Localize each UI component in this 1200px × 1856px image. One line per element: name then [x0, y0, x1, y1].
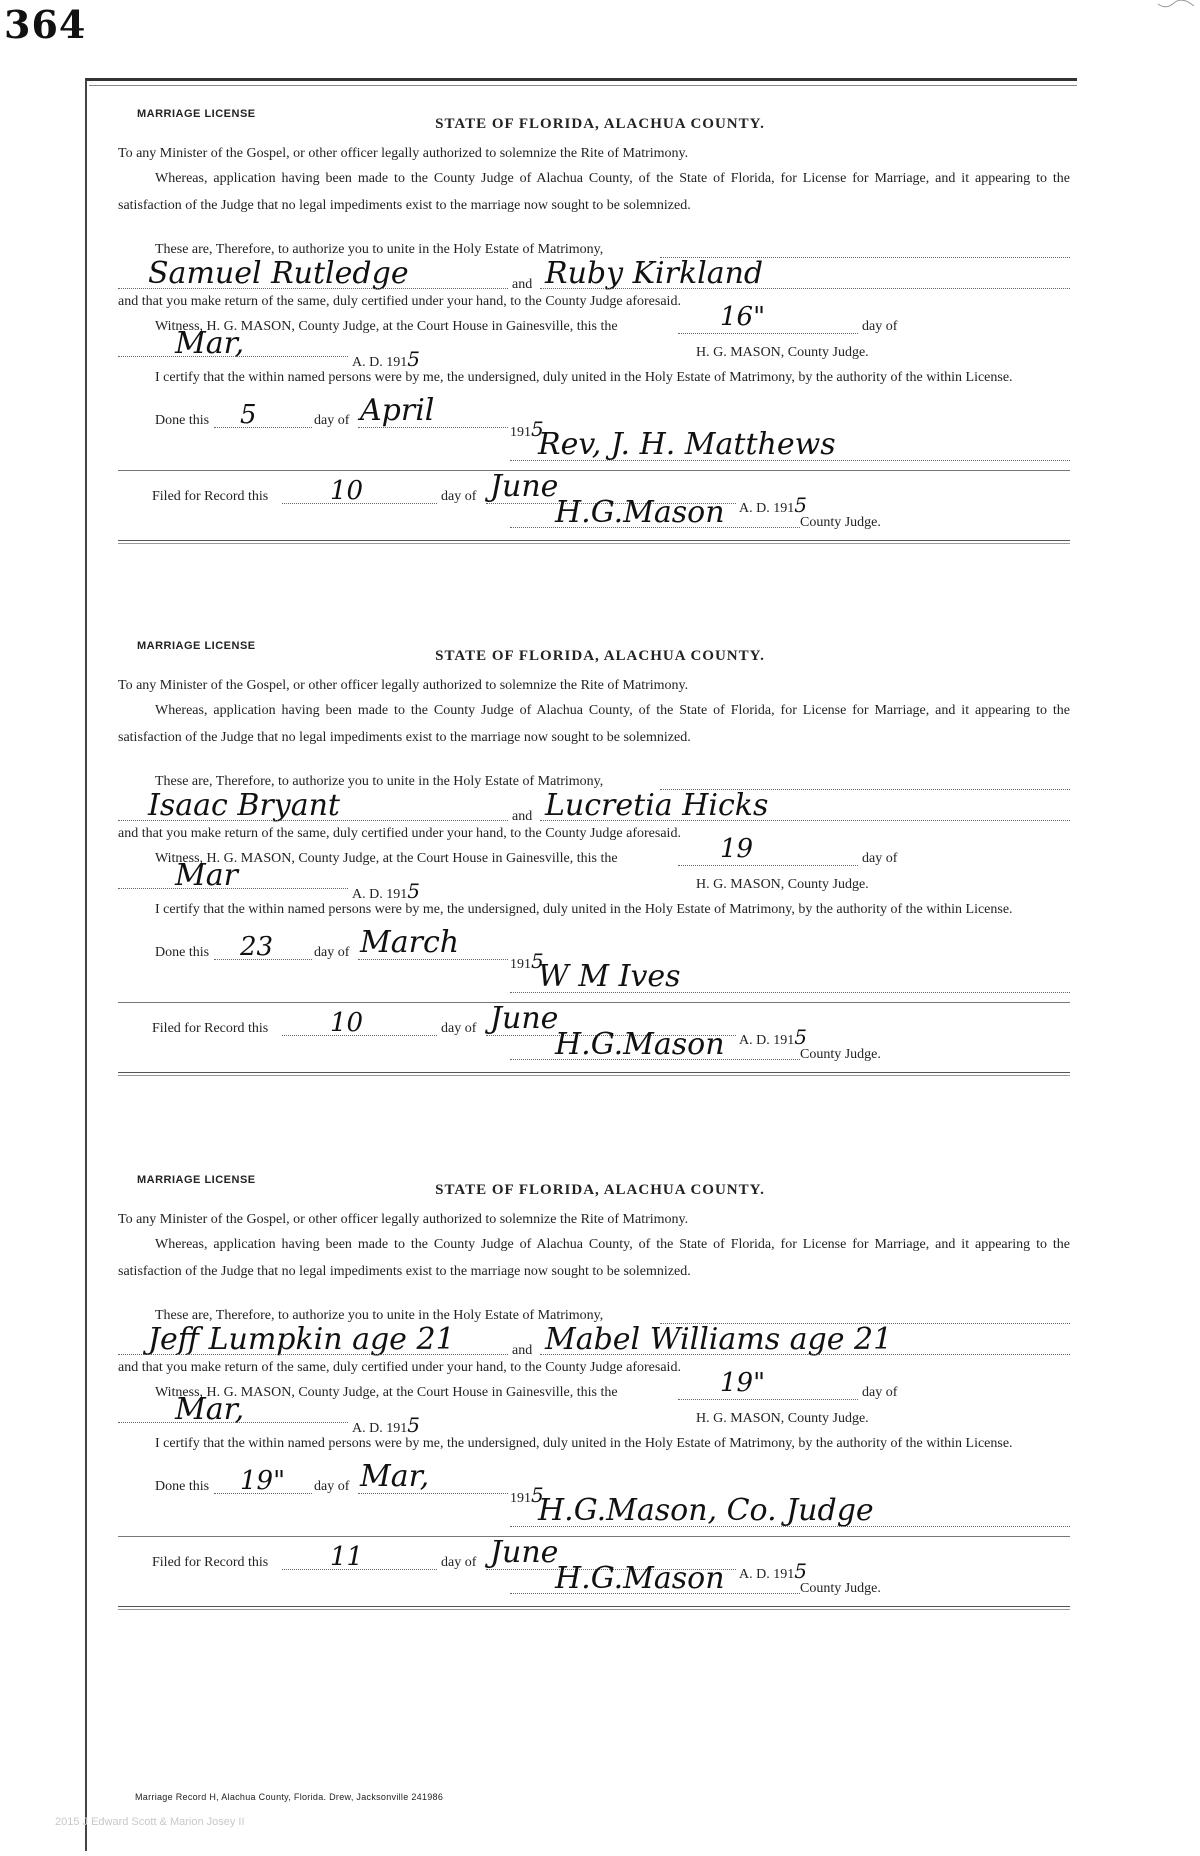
witness-month: Mar	[175, 858, 238, 893]
blank-line	[540, 288, 1070, 289]
authorize-text: These are, Therefore, to authorize you to unite in the Holy Estate of Matrimony,	[155, 1308, 604, 1323]
filed-ad-text	[739, 1020, 807, 1054]
ad-year: 5	[407, 879, 420, 903]
filed-month: June	[490, 1535, 559, 1570]
whereas-text: Whereas, application having been made to the County Judge of Alachua County, of the State of Florida, for License for Marriage, and it appearing to the satisfaction of the Judge that no legal impediments exist to the marriage now sought to be solemnized.	[118, 1237, 1070, 1279]
done-month: March	[360, 925, 460, 960]
filed-ad-text	[739, 488, 807, 522]
filed-text: Filed for Record this	[152, 1555, 269, 1570]
ad-label: A. D. 191	[352, 355, 408, 370]
blank-line	[678, 865, 858, 866]
section-divider	[118, 1606, 1070, 1607]
officiant-signature: Rev, J. H. Matthews	[538, 427, 836, 462]
license-title: STATE OF FLORIDA, ALACHUA COUNTY.	[435, 648, 765, 664]
done-day-of-text: day of	[314, 945, 350, 960]
filed-day-of-text: day of	[441, 1555, 477, 1570]
filed-signature: H.G.Mason	[555, 1027, 725, 1062]
return-text: and that you make return of the same, duly certified under your hand, to the County Judge aforesaid.	[118, 294, 681, 309]
day-of-text: day of	[862, 851, 898, 866]
filed-signature: H.G.Mason	[555, 495, 725, 530]
day-of-text: day of	[862, 319, 898, 334]
done-day: 23	[240, 932, 274, 962]
blank-line	[510, 527, 800, 528]
done-year-prefix: 191	[510, 425, 531, 440]
filed-signature: H.G.Mason	[555, 1561, 725, 1596]
blank-line	[510, 1059, 800, 1060]
authorize-text: These are, Therefore, to authorize you to unite in the Holy Estate of Matrimony,	[155, 774, 604, 789]
filed-day: 11	[330, 1542, 364, 1572]
county-judge-text: County Judge.	[800, 1581, 881, 1596]
witness-day: 16"	[720, 302, 766, 332]
officiant-signature: H.G.Mason, Co. Judge	[538, 1493, 874, 1528]
filed-day: 10	[330, 476, 364, 506]
done-month: April	[360, 393, 435, 428]
filed-ad-label: A. D. 191	[739, 1033, 795, 1048]
return-text: and that you make return of the same, duly certified under your hand, to the County Judge aforesaid.	[118, 1360, 681, 1375]
filed-ad-text	[739, 1554, 807, 1588]
judge-text: H. G. MASON, County Judge.	[696, 877, 869, 892]
whereas-text: Whereas, application having been made to the County Judge of Alachua County, of the State of Florida, for License for Marriage, and it appearing to the satisfaction of the Judge that no legal impediments exist to the marriage now sought to be solemnized.	[118, 703, 1070, 745]
done-year-prefix: 191	[510, 957, 531, 972]
certify-text: I certify that the within named persons were by me, the undersigned, duly united in the Holy Estate of Matrimony, by the authority of the within License.	[155, 370, 1013, 385]
judge-text: H. G. MASON, County Judge.	[696, 1411, 869, 1426]
done-year: 5	[531, 1483, 544, 1507]
groom-name: Isaac Bryant	[148, 788, 340, 823]
return-text: and that you make return of the same, duly certified under your hand, to the County Judge aforesaid.	[118, 826, 681, 841]
witness-month: Mar,	[175, 1392, 245, 1427]
and-text: and	[512, 277, 533, 292]
authorize-text: These are, Therefore, to authorize you to unite in the Holy Estate of Matrimony,	[155, 242, 604, 257]
bride-name: Lucretia Hicks	[545, 788, 769, 823]
done-day-of-text: day of	[314, 413, 350, 428]
day-of-text: day of	[862, 1385, 898, 1400]
whereas-text: Whereas, application having been made to the County Judge of Alachua County, of the State of Florida, for License for Marriage, and it appearing to the satisfaction of the Judge that no legal impediments exist to the marriage now sought to be solemnized.	[118, 171, 1070, 213]
blank-line	[118, 820, 508, 821]
filed-year: 5	[794, 1559, 807, 1583]
done-year: 5	[531, 949, 544, 973]
intro-text: To any Minister of the Gospel, or other officer legally authorized to solemnize the Rite of Matrimony.	[118, 146, 689, 161]
done-day: 5	[240, 400, 257, 430]
filed-ad-label: A. D. 191	[739, 1567, 795, 1582]
blank-line	[540, 1354, 1070, 1355]
blank-line	[510, 992, 1070, 993]
blank-line	[510, 460, 1070, 461]
divider	[118, 470, 1070, 471]
bride-name: Ruby Kirkland	[545, 256, 764, 291]
done-year: 5	[531, 417, 544, 441]
done-this-text: Done this	[155, 1479, 210, 1494]
page-number: 364	[4, 2, 87, 47]
intro-text: To any Minister of the Gospel, or other officer legally authorized to solemnize the Rite of Matrimony.	[118, 1212, 689, 1227]
done-day: 19"	[240, 1466, 286, 1496]
filed-month: June	[490, 1001, 559, 1036]
certify-text: I certify that the within named persons were by me, the undersigned, duly united in the Holy Estate of Matrimony, by the authority of the within License.	[155, 1436, 1013, 1451]
witness-day: 19	[720, 834, 754, 864]
done-this-text: Done this	[155, 945, 210, 960]
filed-year: 5	[794, 493, 807, 517]
filed-text: Filed for Record this	[152, 1021, 269, 1036]
blank-line	[214, 427, 312, 428]
watermark: 2015 J Edward Scott & Marion Josey II	[55, 1816, 245, 1828]
marriage-license-3	[0, 1066, 1200, 1596]
divider	[118, 1536, 1070, 1537]
bride-name: Mabel Williams age 21	[545, 1322, 893, 1357]
blank-line	[678, 333, 858, 334]
intro-text: To any Minister of the Gospel, or other officer legally authorized to solemnize the Rite of Matrimony.	[118, 678, 689, 693]
witness-text: Witness, H. G. MASON, County Judge, at the Court House in Gainesville, this the	[155, 1385, 618, 1400]
witness-month: Mar,	[175, 326, 245, 361]
filed-year: 5	[794, 1025, 807, 1049]
filed-day: 10	[330, 1008, 364, 1038]
and-text: and	[512, 1343, 533, 1358]
blank-line	[510, 1526, 1070, 1527]
license-label: MARRIAGE LICENSE	[137, 640, 256, 652]
filed-ad-label: A. D. 191	[739, 501, 795, 516]
marriage-license-1	[0, 0, 1200, 530]
blank-line	[540, 820, 1070, 821]
certify-text: I certify that the within named persons were by me, the undersigned, duly united in the Holy Estate of Matrimony, by the authority of the within License.	[155, 902, 1013, 917]
license-label: MARRIAGE LICENSE	[137, 1174, 256, 1186]
groom-name: Jeff Lumpkin age 21	[148, 1322, 455, 1357]
footer-imprint: Marriage Record H, Alachua County, Florida. Drew, Jacksonville 241986	[135, 1792, 444, 1802]
license-label: MARRIAGE LICENSE	[137, 108, 256, 120]
ad-label: A. D. 191	[352, 887, 408, 902]
witness-day: 19"	[720, 1368, 766, 1398]
ad-label: A. D. 191	[352, 1421, 408, 1436]
done-this-text: Done this	[155, 413, 210, 428]
county-judge-text: County Judge.	[800, 515, 881, 530]
and-text: and	[512, 809, 533, 824]
county-judge-text: County Judge.	[800, 1047, 881, 1062]
witness-text: Witness, H. G. MASON, County Judge, at the Court House in Gainesville, this the	[155, 319, 618, 334]
blank-line	[678, 1399, 858, 1400]
done-day-of-text: day of	[314, 1479, 350, 1494]
witness-text: Witness, H. G. MASON, County Judge, at the Court House in Gainesville, this the	[155, 851, 618, 866]
blank-line	[510, 1593, 800, 1594]
filed-text: Filed for Record this	[152, 489, 269, 504]
blank-line	[118, 1354, 508, 1355]
filed-day-of-text: day of	[441, 1021, 477, 1036]
license-title: STATE OF FLORIDA, ALACHUA COUNTY.	[435, 1182, 765, 1198]
blank-line	[118, 288, 508, 289]
divider	[118, 1002, 1070, 1003]
marriage-license-2	[0, 532, 1200, 1062]
license-title: STATE OF FLORIDA, ALACHUA COUNTY.	[435, 116, 765, 132]
done-year-prefix: 191	[510, 1491, 531, 1506]
done-month: Mar,	[360, 1459, 430, 1494]
groom-name: Samuel Rutledge	[148, 256, 409, 291]
officiant-signature: W M Ives	[538, 959, 681, 994]
filed-day-of-text: day of	[441, 489, 477, 504]
ad-year: 5	[407, 1413, 420, 1437]
filed-month: June	[490, 469, 559, 504]
ad-year: 5	[407, 347, 420, 371]
judge-text: H. G. MASON, County Judge.	[696, 345, 869, 360]
